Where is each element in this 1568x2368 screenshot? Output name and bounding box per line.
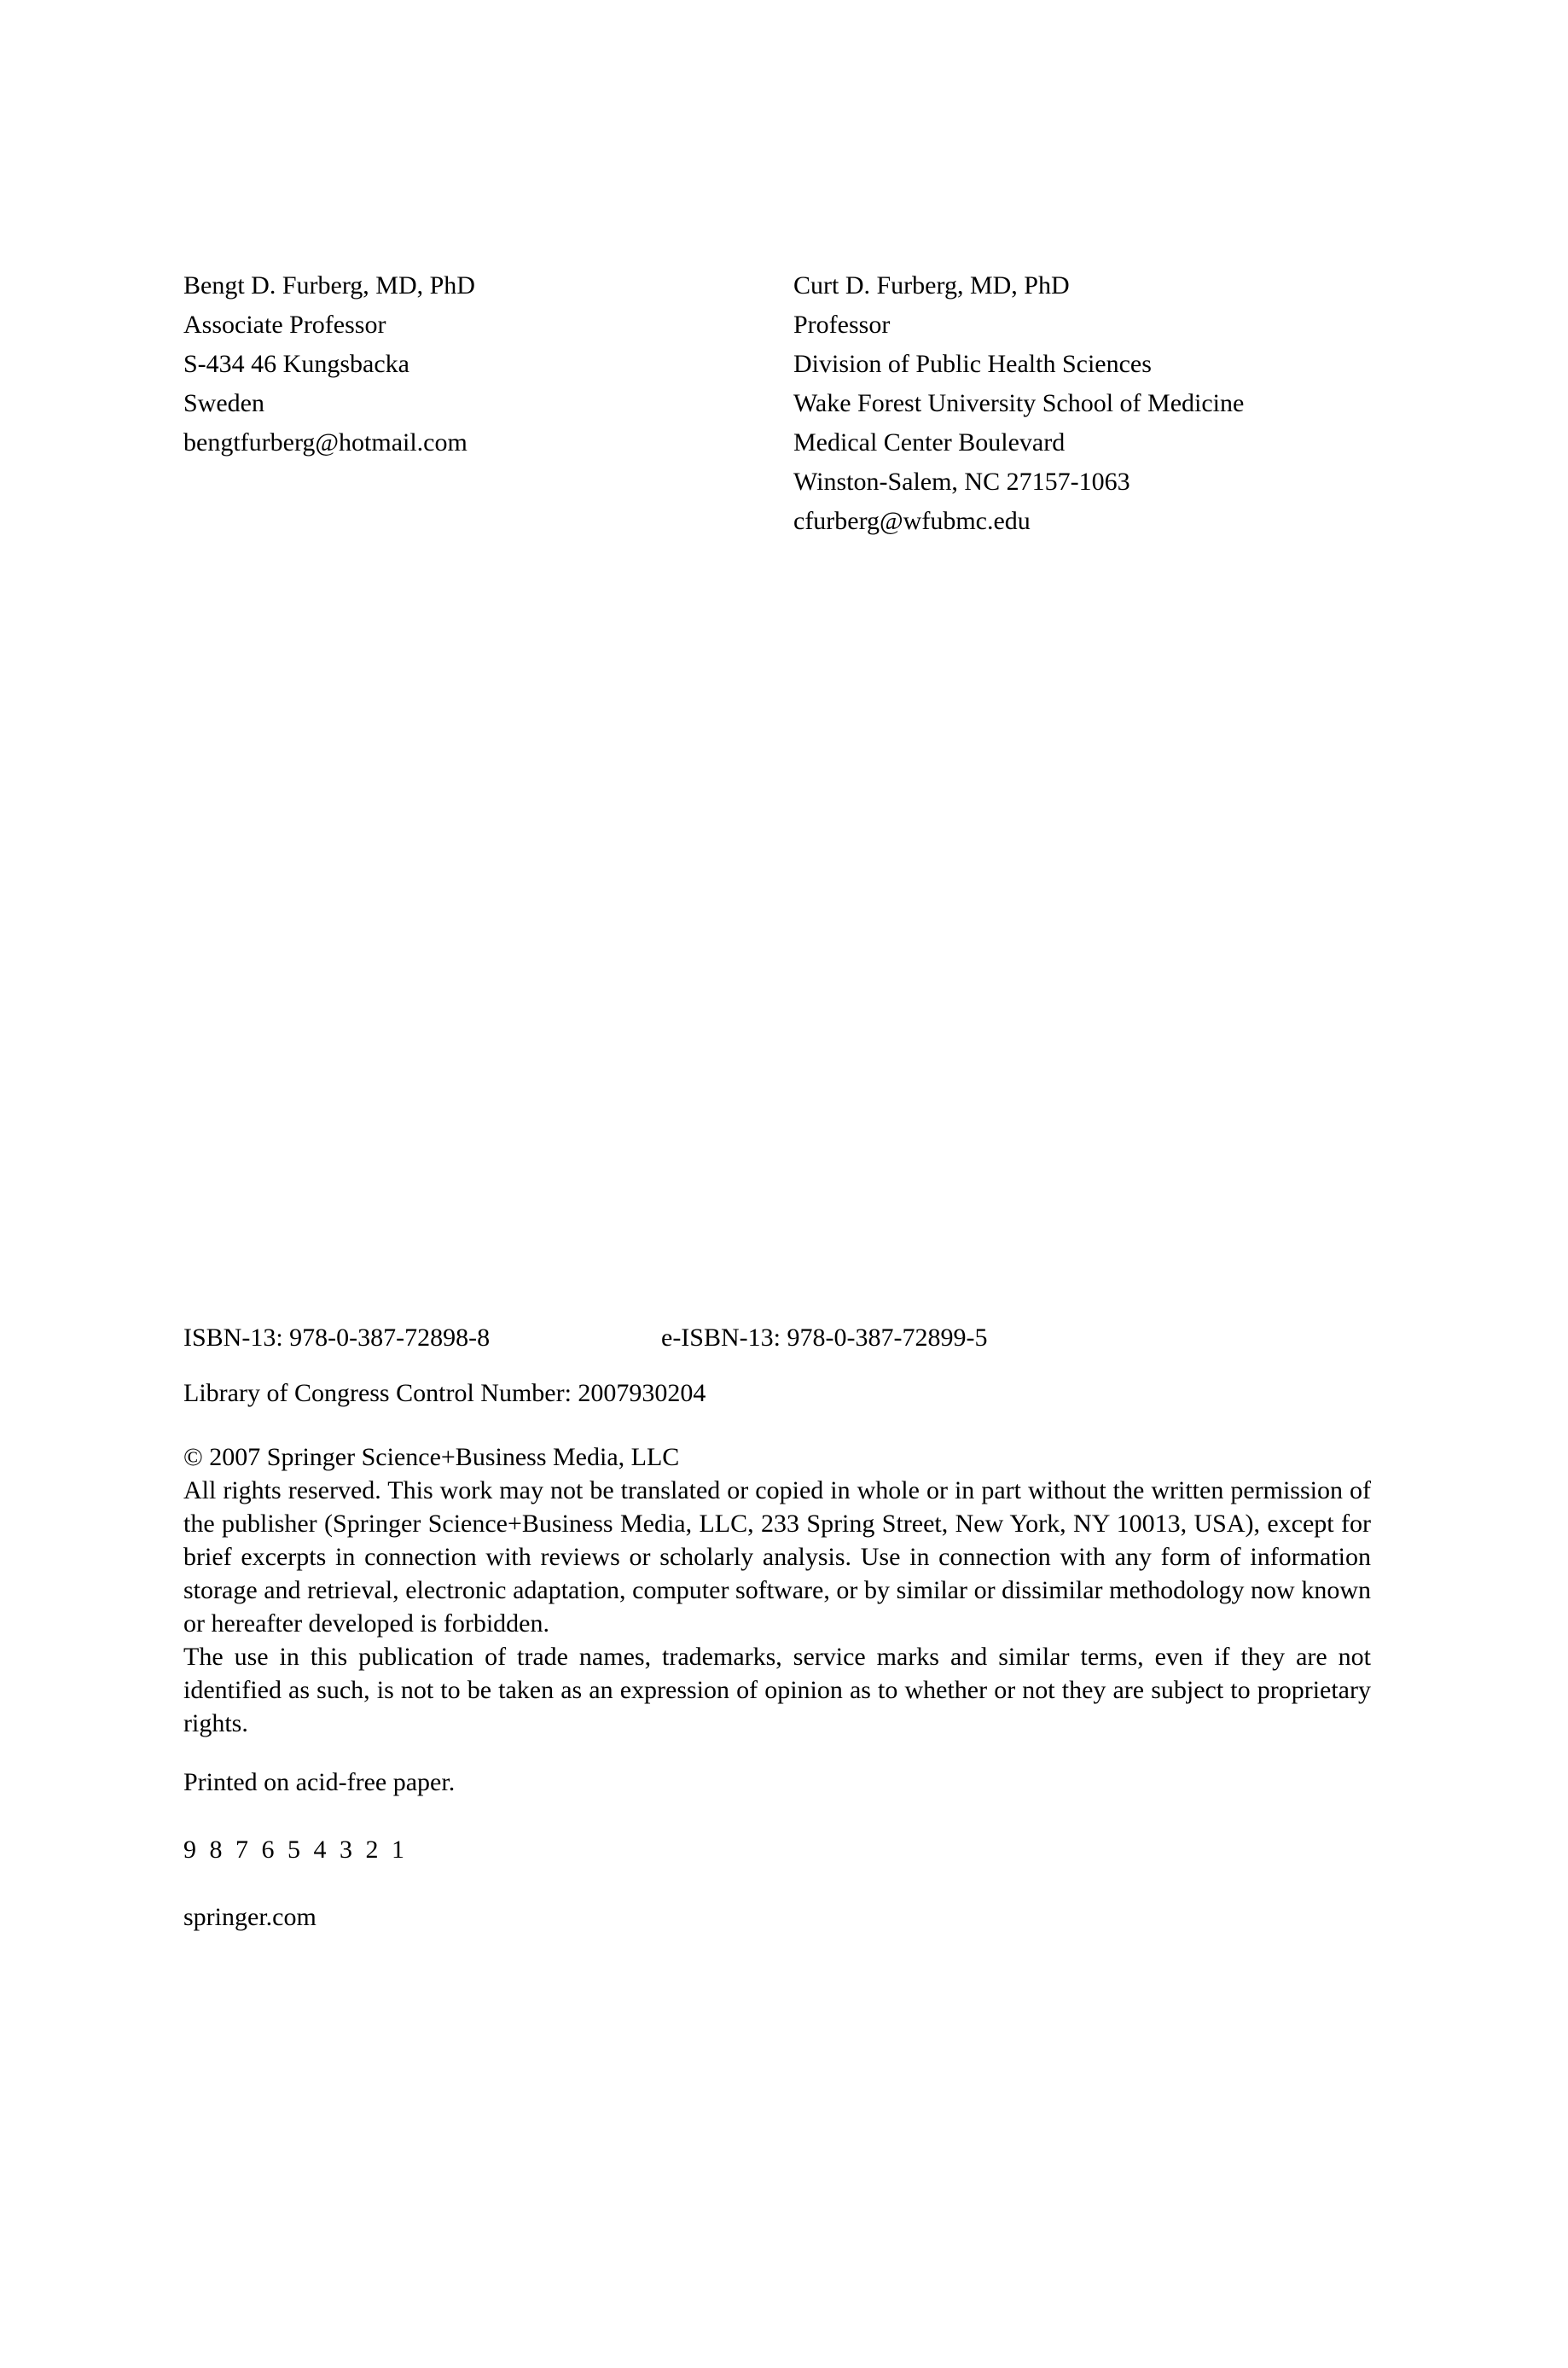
author-title: Associate Professor xyxy=(183,311,386,339)
author-email: bengtfurberg@hotmail.com xyxy=(183,428,467,457)
copyright-block xyxy=(183,1440,1371,1740)
author-city: Winston-Salem, NC 27157-1063 xyxy=(793,468,1130,496)
library-of-congress-line: Library of Congress Control Number: 2007930204 xyxy=(183,1379,706,1407)
publisher-website: springer.com xyxy=(183,1903,317,1931)
author-block-left xyxy=(183,266,475,463)
author-country: Sweden xyxy=(183,389,264,417)
author-street: Medical Center Boulevard xyxy=(793,428,1066,457)
printing-number-line: 9 8 7 6 5 4 3 2 1 xyxy=(183,1836,404,1864)
author-division: Division of Public Health Sciences xyxy=(793,350,1152,378)
isbn-text: ISBN-13: 978-0-387-72898-8 xyxy=(183,1324,491,1352)
author-email: cfurberg@wfubmc.edu xyxy=(793,507,1031,535)
rights-paragraph: All rights reserved. This work may not be translated or copied in whole or in part without the written permission of the publisher (Springer Science+Business Media, LLC, 233 Spring Street, New York, NY 10013, USA), except for brief excerpts in connection with reviews or scholarly analysis. Use in connection with any form of information storage and retrieval, electronic adaptation, computer software, or by similar or dissimilar methodology now known or hereafter developed is forbidden. xyxy=(183,1476,1371,1638)
author-name: Bengt D. Furberg, MD, PhD xyxy=(183,271,475,300)
isbn-row xyxy=(183,1321,1371,1354)
copyright-line: © 2007 Springer Science+Business Media, LLC xyxy=(183,1443,680,1471)
author-block-right xyxy=(793,266,1244,541)
author-address: S-434 46 Kungsbacka xyxy=(183,350,409,378)
printed-note: Printed on acid-free paper. xyxy=(183,1768,456,1796)
author-name: Curt D. Furberg, MD, PhD xyxy=(793,271,1070,300)
trademark-paragraph: The use in this publication of trade names, trademarks, service marks and similar terms, even if they are not identified as such, is not to be taken as an expression of opinion as to whether or not they are subject to proprietary rights. xyxy=(183,1643,1371,1737)
imprint-block xyxy=(183,1321,1371,1934)
eisbn-text: e-ISBN-13: 978-0-387-72899-5 xyxy=(661,1324,988,1352)
author-title: Professor xyxy=(793,311,891,339)
author-institution: Wake Forest University School of Medicine xyxy=(793,389,1245,417)
